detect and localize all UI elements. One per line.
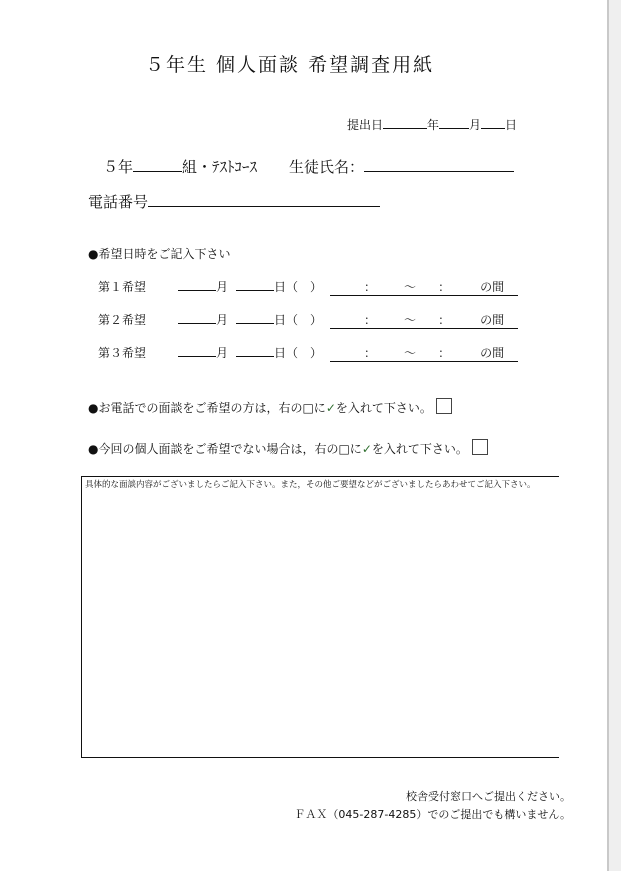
checkmark-icon: ✓ — [361, 442, 372, 456]
phone-row — [88, 191, 380, 212]
submission-label: 提出日 — [347, 118, 384, 132]
page-title: ５年生 個人面談 希望調査用紙 — [145, 54, 435, 76]
phone-blank[interactable] — [148, 206, 380, 207]
preference-row — [98, 278, 518, 296]
preference-colon-start: ： — [364, 346, 377, 360]
submission-month-blank[interactable] — [439, 128, 469, 129]
preference-colon-start: ： — [364, 313, 377, 327]
preference-between-label: の間 — [480, 346, 505, 360]
preference-month-blank[interactable] — [178, 323, 216, 324]
preference-tilde: 〜 — [404, 346, 417, 360]
preference-row — [98, 344, 518, 362]
preference-time-blank[interactable] — [330, 278, 518, 296]
preference-time-blank[interactable] — [330, 311, 518, 329]
page-shadow — [609, 0, 621, 871]
class-group-blank[interactable] — [133, 171, 182, 172]
preference-day-blank[interactable] — [236, 356, 274, 357]
preference-day-label: 日（ ） — [274, 346, 323, 360]
footer-submission-note: 校舎受付窓口へご提出ください。 — [406, 790, 571, 803]
phone-interview-checkbox[interactable] — [436, 398, 452, 414]
class-name-row — [103, 156, 257, 177]
preference-label: 第３希望 — [98, 346, 147, 360]
preference-month-label: 月 — [216, 346, 229, 360]
preference-between-label: の間 — [480, 280, 505, 294]
preference-colon-end: ： — [438, 280, 451, 294]
preference-day-label: 日（ ） — [274, 313, 323, 327]
preference-day-blank[interactable] — [236, 323, 274, 324]
preference-month-label: 月 — [216, 313, 229, 327]
preference-month-label: 月 — [216, 280, 229, 294]
decline-interview-option — [88, 439, 488, 457]
preference-tilde: 〜 — [404, 280, 417, 294]
checkmark-icon: ✓ — [325, 401, 336, 415]
phone-option-prefix: ●お電話での面談をご希望の方は，右の□に — [88, 401, 326, 415]
submission-day-label: 日 — [505, 118, 518, 132]
preference-colon-end: ： — [438, 313, 451, 327]
student-name-blank[interactable] — [364, 171, 514, 172]
submission-month-label: 月 — [469, 118, 482, 132]
student-name-row — [289, 156, 514, 177]
decline-interview-checkbox[interactable] — [472, 439, 488, 455]
decline-option-suffix: を入れて下さい。 — [371, 442, 468, 456]
class-group-label: 組・ﾃｽﾄｺｰｽ — [182, 158, 258, 176]
submission-year-label: 年 — [427, 118, 440, 132]
preference-label: 第２希望 — [98, 313, 147, 327]
submission-date-row — [347, 116, 517, 133]
preference-colon-end: ： — [438, 346, 451, 360]
preference-month-blank[interactable] — [178, 356, 216, 357]
preference-day-label: 日（ ） — [274, 280, 323, 294]
preference-row — [98, 311, 518, 329]
preference-label: 第１希望 — [98, 280, 147, 294]
preference-colon-start: ： — [364, 280, 377, 294]
decline-option-prefix: ●今回の個人面談をご希望でない場合は，右の□に — [88, 442, 362, 456]
preference-tilde: 〜 — [404, 313, 417, 327]
preferred-heading: ●希望日時をご記入下さい — [88, 247, 231, 261]
submission-day-blank[interactable] — [481, 128, 505, 129]
preference-time-blank[interactable] — [330, 344, 518, 362]
class-grade-label: ５年 — [103, 158, 134, 176]
notes-instruction: 具体的な面談内容がございましたらご記入下さい。また，その他ご要望などがございましたらあわせてご記入下さい。 — [85, 480, 536, 490]
phone-label: 電話番号 — [88, 193, 149, 211]
notes-box[interactable] — [81, 476, 559, 758]
preference-between-label: の間 — [480, 313, 505, 327]
footer-fax-note: ＦＡＸ（045-287-4285）でのご提出でも構いません。 — [294, 808, 571, 821]
preference-month-blank[interactable] — [178, 290, 216, 291]
preference-day-blank[interactable] — [236, 290, 274, 291]
student-name-label: 生徒氏名： — [289, 158, 365, 176]
submission-year-blank[interactable] — [383, 128, 427, 129]
phone-option-suffix: を入れて下さい。 — [335, 401, 432, 415]
phone-interview-option — [88, 398, 452, 416]
